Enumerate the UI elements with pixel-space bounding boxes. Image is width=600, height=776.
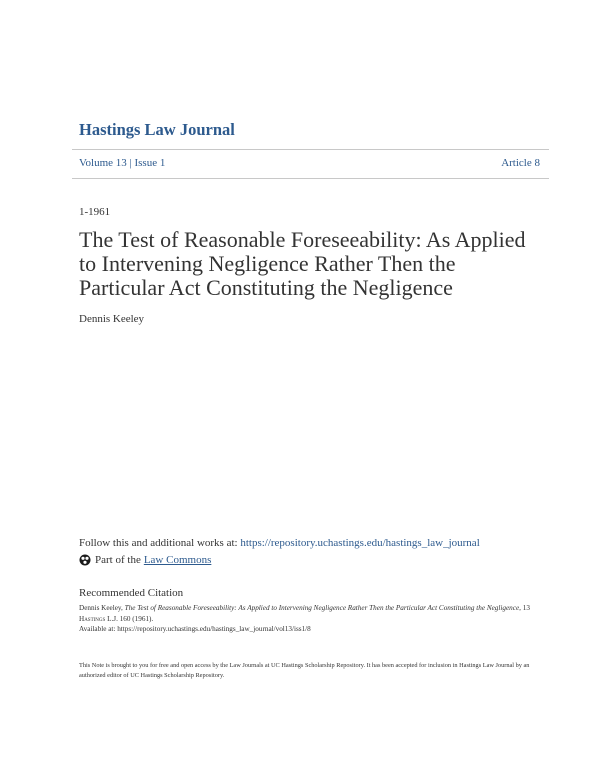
available-at-line <box>79 625 311 633</box>
follow-prefix: Follow this and additional works at: <box>79 537 238 549</box>
volume-issue-line <box>79 157 165 169</box>
follow-line <box>79 537 480 549</box>
recommended-citation-text <box>79 603 539 635</box>
citation-author: Dennis Keeley, <box>79 604 123 612</box>
commons-line <box>79 554 211 566</box>
citation-title: The Test of Reasonable Foreseeability: As Applied to Intervening Negligence Rather Then the Particular Act Constituting the Negligence <box>124 604 520 612</box>
volume-link[interactable]: Volume 13 <box>79 157 127 169</box>
repository-link[interactable]: https://repository.uchastings.edu/hastings_law_journal <box>240 537 480 549</box>
commons-network-icon <box>79 554 91 566</box>
citation-volume: , 13 <box>519 604 530 612</box>
available-prefix: Available at: <box>79 625 116 633</box>
publication-date: 1-1961 <box>79 206 111 218</box>
journal-title[interactable]: Hastings Law Journal <box>79 120 235 139</box>
header-divider-top <box>72 149 549 150</box>
article-number-link[interactable]: Article 8 <box>501 157 540 169</box>
author-name: Dennis Keeley <box>79 313 145 325</box>
recommended-citation-heading: Recommended Citation <box>79 587 184 599</box>
law-commons-link[interactable]: Law Commons <box>143 554 212 566</box>
available-url-link[interactable]: https://repository.uchastings.edu/hastings_law_journal/vol13/iss1/8 <box>117 625 311 633</box>
open-access-note: This Note is brought to you for free and open access by the Law Journals at UC Hastings Scholarship Repository. It has been accepted for inclusion in Hastings Law Journal by an authorized editor of UC Hastings Scholarship Repository. <box>79 662 530 679</box>
header-divider-bottom <box>72 178 549 179</box>
article-title: The Test of Reasonable Foreseeability: As Applied to Intervening Negligence Rather Then the Particular Act Constituting the Negligence <box>79 227 526 300</box>
citation-journal: Hastings <box>79 614 106 623</box>
separator: | <box>129 157 132 169</box>
commons-prefix: Part of the <box>95 554 141 566</box>
citation-rest: L.J. 160 (1961). <box>107 614 154 623</box>
issue-link[interactable]: Issue 1 <box>134 157 166 169</box>
